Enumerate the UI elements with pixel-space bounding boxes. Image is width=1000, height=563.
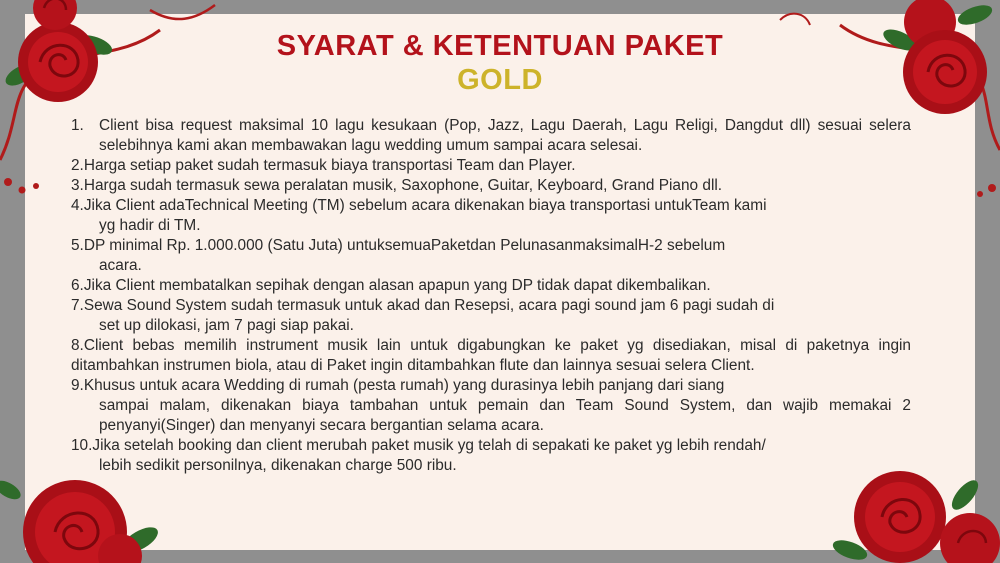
term-number: 7.: [71, 297, 84, 314]
term-text: Harga setiap paket sudah termasuk biaya transportasi Team dan Player.: [83, 157, 576, 174]
term-text-continued: sampai malam, dikenakan biaya tambahan untuk pemain dan Team Sound System, dan wajib memakai 2 penyanyi(Singer) dan menyanyi secara bergantian selama acara.: [99, 397, 911, 434]
term-text-continued: set up dilokasi, jam 7 pagi siap pakai.: [99, 317, 354, 334]
term-text: DP minimal Rp. 1.000.000 (Satu Juta) untuksemuaPaketdan PelunasanmaksimalH-2 sebelum: [83, 237, 726, 254]
term-item: [71, 156, 911, 176]
term-number: 9.: [71, 377, 84, 394]
term-number: 6.: [71, 277, 84, 294]
term-text: Sewa Sound System sudah termasuk untuk akad dan Resepsi, acara pagi sound jam 6 pagi sudah di: [83, 297, 775, 314]
term-item: [71, 296, 911, 336]
term-text: Jika setelah booking dan client merubah paket musik yg telah di sepakati ke paket yg lebih rendah/: [92, 437, 766, 454]
term-item: [71, 336, 911, 376]
term-text: Jika Client membatalkan sepihak dengan alasan apapun yang DP tidak dapat dikembalikan.: [83, 277, 711, 294]
term-item: [71, 376, 911, 436]
term-number: 4.: [71, 197, 84, 214]
term-number: 3.: [71, 177, 84, 194]
term-text: Khusus untuk acara Wedding di rumah (pesta rumah) yang durasinya lebih panjang dari siang: [83, 377, 725, 394]
term-text-continued: lebih sedikit personilnya, dikenakan charge 500 ribu.: [99, 457, 457, 474]
term-item: [71, 436, 911, 476]
term-number: 2.: [71, 157, 84, 174]
term-text-continued: yg hadir di TM.: [99, 217, 201, 234]
term-number: 10.: [71, 437, 93, 454]
term-item: [71, 196, 911, 236]
term-text: Harga sudah termasuk sewa peralatan musik, Saxophone, Guitar, Keyboard, Grand Piano dll.: [83, 177, 723, 194]
term-item: [71, 116, 911, 156]
page-title: SYARAT & KETENTUAN PAKET: [276, 30, 724, 62]
term-text-continued: acara.: [99, 257, 142, 274]
term-item: [71, 236, 911, 276]
term-item: [71, 176, 911, 196]
term-number: 5.: [71, 237, 84, 254]
package-name: GOLD: [457, 64, 543, 96]
term-number: 1.: [71, 117, 84, 134]
term-text: Client bebas memilih instrument musik lain untuk digabungkan ke paket yg disediakan, misal di paketnya ingin ditambahkan instrumen biola, atau di Paket ingin ditambahkan flute dan lainnya sesuai selera Client.: [71, 337, 911, 374]
terms-list: [71, 116, 911, 476]
term-text-continued: sesuai selera selebihnya kami akan membawakan lagu wedding umum sampai acara selesai.: [99, 117, 911, 154]
term-item: [71, 276, 911, 296]
term-text: Client bisa request maksimal 10 lagu kesukaan (Pop, Jazz, Lagu Daerah, Lagu Religi, Dangdut dll): [99, 117, 811, 134]
term-text: Jika Client adaTechnical Meeting (TM) sebelum acara dikenakan biaya transportasi untukTeam kami: [83, 197, 767, 214]
term-number: 8.: [71, 337, 84, 354]
